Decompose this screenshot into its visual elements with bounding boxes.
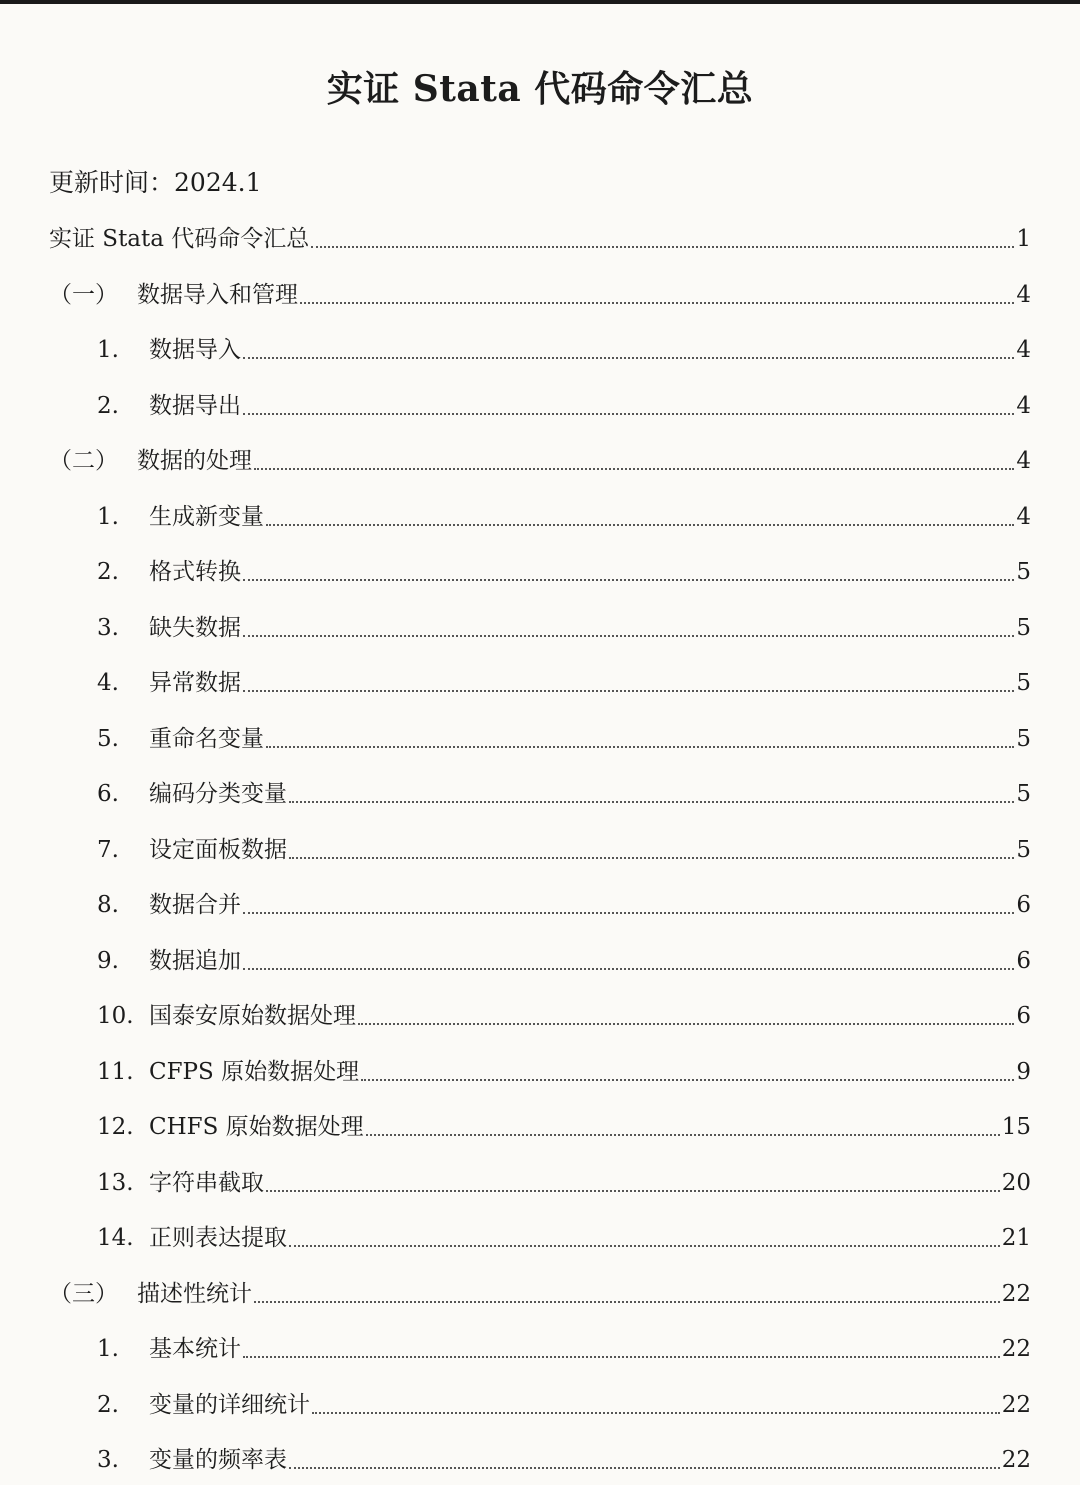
- dot-leader: [289, 1467, 1000, 1469]
- toc-entry-page-number: 6: [1016, 892, 1031, 918]
- toc-entry-number: 1.: [97, 337, 119, 363]
- toc-entry-page-number: 5: [1016, 559, 1031, 585]
- toc-entry-number: （二）: [49, 448, 118, 474]
- toc-entry-number: 3.: [97, 1447, 119, 1473]
- update-time-label: 更新时间：: [49, 168, 175, 197]
- toc-entry-number: 1.: [97, 1336, 119, 1362]
- toc-entry-number: 6.: [97, 781, 119, 807]
- toc-entry[interactable]: [49, 434, 1031, 486]
- toc-entry-number: 2.: [97, 1392, 119, 1418]
- toc-entry-label: 数据的处理: [137, 448, 252, 474]
- dot-leader: [300, 302, 1014, 304]
- toc-entry-number: 2.: [97, 393, 119, 419]
- update-time-value: 2024.1: [174, 168, 262, 197]
- toc-entry-label: 正则表达提取: [149, 1225, 287, 1251]
- toc-entry-page-number: 1: [1016, 226, 1031, 252]
- toc-entry[interactable]: [97, 989, 1031, 1041]
- toc-entry-page-number: 4: [1016, 504, 1031, 530]
- toc-entry-number: 4.: [97, 670, 119, 696]
- toc-entry-page-number: 5: [1016, 781, 1031, 807]
- toc-entry[interactable]: [97, 656, 1031, 708]
- dot-leader: [243, 968, 1014, 970]
- page-title: 实证 Stata 代码命令汇总: [326, 68, 754, 110]
- toc-entry-page-number: 5: [1016, 615, 1031, 641]
- toc-entry-page-number: 6: [1016, 948, 1031, 974]
- toc-entry-number: 7.: [97, 837, 119, 863]
- toc-entry-label: CHFS 原始数据处理: [149, 1114, 364, 1140]
- toc-entry-label: 数据导入和管理: [137, 282, 298, 308]
- toc-entry[interactable]: [97, 490, 1031, 542]
- toc-entry[interactable]: [97, 379, 1031, 431]
- toc-entry-number: 3.: [97, 615, 119, 641]
- dot-leader: [243, 912, 1014, 914]
- dot-leader: [243, 690, 1014, 692]
- toc-entry-page-number: 4: [1016, 282, 1031, 308]
- toc-entry-page-number: 5: [1016, 726, 1031, 752]
- toc-entry-label: 变量的频率表: [149, 1447, 287, 1473]
- toc-entry-number: （三）: [49, 1281, 118, 1307]
- dot-leader: [266, 524, 1014, 526]
- toc-entry[interactable]: [97, 1045, 1031, 1097]
- toc-entry-label: 数据追加: [149, 948, 241, 974]
- dot-leader: [254, 468, 1014, 470]
- toc-entry-page-number: 21: [1001, 1225, 1031, 1251]
- dot-leader: [289, 1245, 1000, 1247]
- toc-entry[interactable]: [97, 601, 1031, 653]
- toc-entry[interactable]: [97, 1378, 1031, 1430]
- dot-leader: [289, 857, 1014, 859]
- toc-entry-page-number: 4: [1016, 337, 1031, 363]
- toc-entry-page-number: 4: [1016, 393, 1031, 419]
- toc-entry[interactable]: [97, 323, 1031, 375]
- dot-leader: [243, 357, 1014, 359]
- toc-entry-label: 缺失数据: [149, 615, 241, 641]
- toc-entry-page-number: 6: [1016, 1003, 1031, 1029]
- toc-entry[interactable]: [97, 878, 1031, 930]
- toc-entry-page-number: 22: [1001, 1392, 1031, 1418]
- toc-entry-number: 9.: [97, 948, 119, 974]
- toc-entry-number: 1.: [97, 504, 119, 530]
- toc-entry-number: 10.: [97, 1003, 134, 1029]
- toc-entry-label: CFPS 原始数据处理: [149, 1059, 360, 1085]
- dot-leader: [361, 1079, 1014, 1081]
- toc-entry-label: 变量的详细统计: [149, 1392, 310, 1418]
- update-time: [49, 163, 262, 203]
- toc-entry-label: 数据导出: [149, 393, 241, 419]
- toc-entry[interactable]: [97, 823, 1031, 875]
- toc-entry[interactable]: [97, 1322, 1031, 1374]
- dot-leader: [243, 635, 1014, 637]
- dot-leader: [358, 1023, 1014, 1025]
- toc-entry-number: 13.: [97, 1170, 134, 1196]
- toc-entry-label: 描述性统计: [137, 1281, 252, 1307]
- dot-leader: [243, 413, 1014, 415]
- toc-entry-label: 基本统计: [149, 1336, 241, 1362]
- toc-entry-number: （一）: [49, 282, 118, 308]
- toc-entry-label: 生成新变量: [149, 504, 264, 530]
- toc-entry-label: 数据合并: [149, 892, 241, 918]
- dot-leader: [254, 1301, 1000, 1303]
- dot-leader: [266, 1190, 1000, 1192]
- toc-entry[interactable]: [49, 212, 1031, 264]
- dot-leader: [289, 801, 1014, 803]
- toc-entry-number: 2.: [97, 559, 119, 585]
- toc-entry-page-number: 20: [1001, 1170, 1031, 1196]
- toc-entry-number: 14.: [97, 1225, 134, 1251]
- toc-entry-page-number: 5: [1016, 837, 1031, 863]
- toc-entry-label: 格式转换: [149, 559, 241, 585]
- toc-entry-page-number: 9: [1016, 1059, 1031, 1085]
- toc-entry-label: 国泰安原始数据处理: [149, 1003, 356, 1029]
- toc-entry-page-number: 22: [1001, 1281, 1031, 1307]
- toc-entry-number: 5.: [97, 726, 119, 752]
- toc-entry[interactable]: [97, 767, 1031, 819]
- toc-entry-number: 8.: [97, 892, 119, 918]
- toc-entry-page-number: 5: [1016, 670, 1031, 696]
- dot-leader: [266, 746, 1014, 748]
- toc-entry-label: 实证 Stata 代码命令汇总: [49, 226, 310, 252]
- top-border: [0, 0, 1080, 4]
- toc-entry-label: 编码分类变量: [149, 781, 287, 807]
- toc-entry[interactable]: [97, 712, 1031, 764]
- toc-entry[interactable]: [97, 1211, 1031, 1263]
- toc-entry-page-number: 22: [1001, 1447, 1031, 1473]
- toc-entry[interactable]: [97, 1433, 1031, 1485]
- dot-leader: [312, 1412, 1000, 1414]
- toc-entry[interactable]: [97, 1100, 1031, 1152]
- toc-entry-label: 重命名变量: [149, 726, 264, 752]
- toc-entry-label: 数据导入: [149, 337, 241, 363]
- toc-entry-page-number: 15: [1001, 1114, 1031, 1140]
- toc-entry-page-number: 4: [1016, 448, 1031, 474]
- toc-entry-label: 字符串截取: [149, 1170, 264, 1196]
- dot-leader: [366, 1134, 1000, 1136]
- toc-entry-number: 12.: [97, 1114, 134, 1140]
- toc-entry-label: 设定面板数据: [149, 837, 287, 863]
- toc-entry-number: 11.: [97, 1059, 134, 1085]
- dot-leader: [311, 246, 1014, 248]
- toc-entry[interactable]: [97, 545, 1031, 597]
- dot-leader: [243, 1356, 1000, 1358]
- dot-leader: [243, 579, 1014, 581]
- toc-entry[interactable]: [49, 1267, 1031, 1319]
- toc-entry-page-number: 22: [1001, 1336, 1031, 1362]
- toc-entry[interactable]: [97, 1156, 1031, 1208]
- toc-entry-label: 异常数据: [149, 670, 241, 696]
- toc-entry[interactable]: [97, 934, 1031, 986]
- toc-entry[interactable]: [49, 268, 1031, 320]
